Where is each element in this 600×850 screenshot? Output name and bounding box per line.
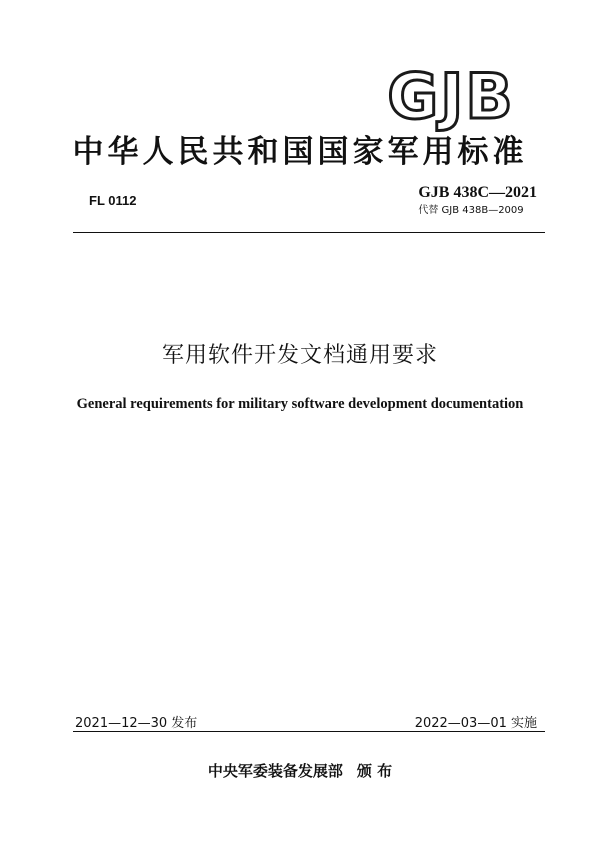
bottom-divider	[73, 731, 545, 732]
issuer-name: 中央军委装备发展部	[207, 762, 343, 780]
top-divider	[73, 232, 545, 233]
standard-number-block	[418, 183, 537, 218]
gjb-logo: GJB	[387, 60, 515, 133]
implementation-date: 2022—03—01 实施	[414, 716, 537, 731]
classification-code: FL 0112	[89, 193, 137, 208]
replaces-standard: 代替 GJB 438B—2009	[418, 205, 524, 216]
national-standard-title: 中华人民共和国国家军用标准	[72, 134, 528, 170]
issue-date: 2021—12—30 发布	[75, 716, 198, 731]
standard-number: GJB 438C—2021	[418, 184, 537, 201]
issuing-authority	[0, 760, 600, 782]
issue-verb: 颁 布	[356, 762, 393, 780]
document-title-english: General requirements for military software development documentation	[76, 396, 524, 412]
document-title-chinese: 军用软件开发文档通用要求	[161, 343, 438, 368]
